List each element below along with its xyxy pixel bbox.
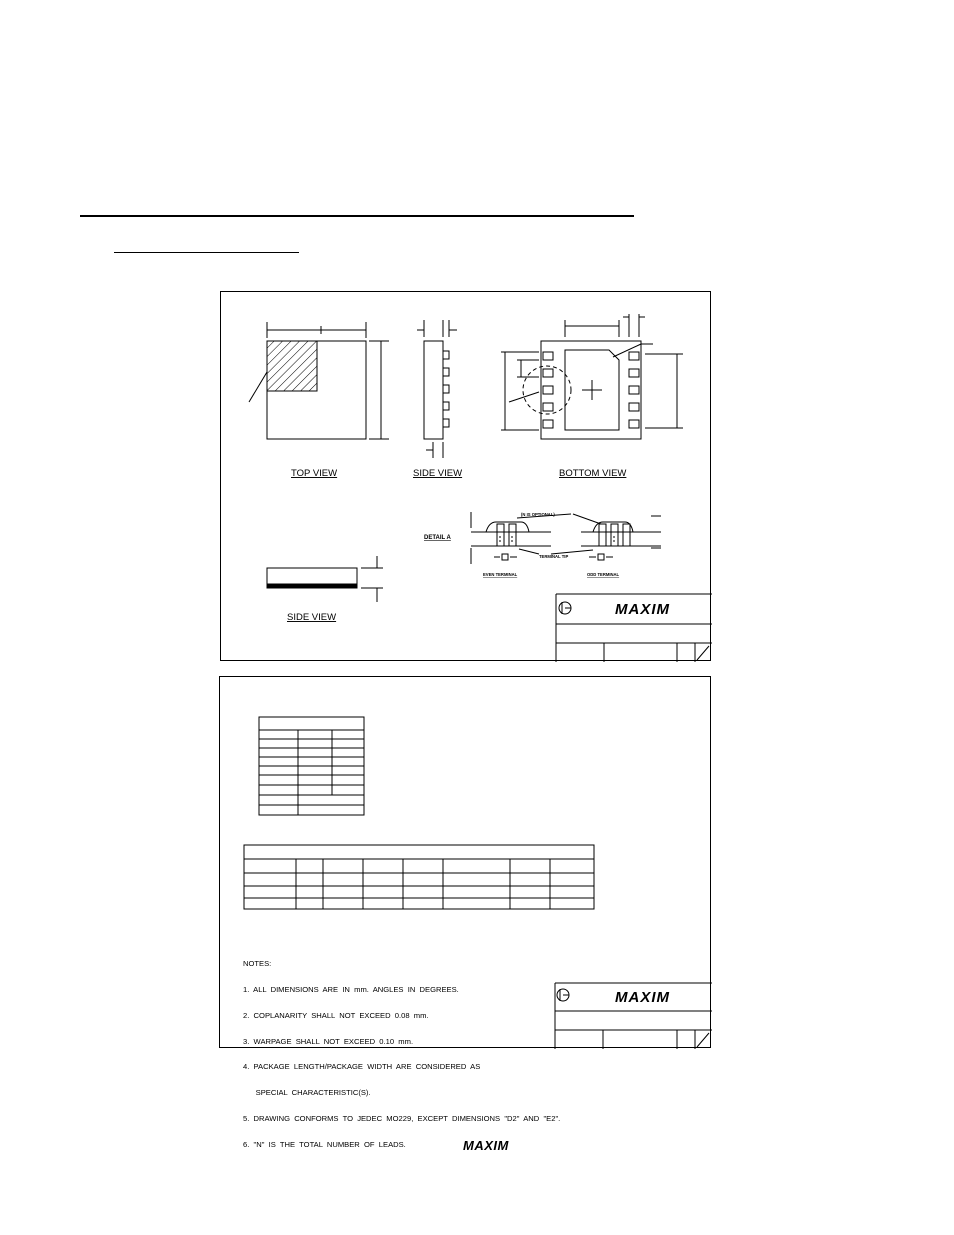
subheader-rule	[114, 252, 299, 253]
notes-block	[243, 943, 560, 1166]
header-rule	[80, 215, 634, 217]
dimension-table-large	[244, 845, 594, 909]
side-view-top-figure	[417, 320, 457, 458]
terminal-tip-callout: TERMINAL TIP	[539, 554, 569, 559]
side-view-bottom-figure	[267, 556, 383, 602]
even-terminal-label: EVEN TERMINAL	[483, 572, 518, 577]
maxim-logo	[615, 601, 670, 618]
odd-terminal-label: ODD TERMINAL	[587, 572, 620, 577]
bottom-view-figure	[501, 314, 683, 439]
side-view-label: SIDE VIEW	[413, 468, 463, 479]
dimension-table-small	[259, 717, 364, 815]
side-view-lower-label: SIDE VIEW	[287, 612, 337, 623]
optional-callout: (N IS OPTIONAL)	[521, 512, 555, 517]
note-4-cont: SPECIAL CHARACTERISTIC(S).	[243, 1088, 371, 1098]
top-view-label: TOP VIEW	[291, 468, 338, 479]
footer-logo-text: MAXIM	[463, 1138, 509, 1152]
note-4: 4. PACKAGE LENGTH/PACKAGE WIDTH ARE CONSIDERED AS	[243, 1062, 481, 1072]
maxim-logo-text-2: MAXIM	[615, 989, 670, 1006]
notes-heading: NOTES:	[243, 959, 272, 969]
drawing-sheet-tables	[219, 676, 711, 1149]
detail-a-label: DETAIL A	[424, 535, 451, 541]
note-5: 5. DRAWING CONFORMS TO JEDEC MO229, EXCEPT DIMENSIONS "D2" AND "E2".	[243, 1113, 561, 1123]
note-2: 2. COPLANARITY SHALL NOT EXCEED 0.08 mm.	[243, 1010, 429, 1020]
maxim-logo-text: MAXIM	[615, 601, 670, 618]
drawing-sheet-views	[220, 291, 711, 661]
note-1: 1. ALL DIMENSIONS ARE IN mm. ANGLES IN DEGREES.	[243, 984, 459, 994]
footer-maxim-logo	[463, 1138, 523, 1152]
note-6: 6. "N" IS THE TOTAL NUMBER OF LEADS.	[243, 1139, 406, 1149]
bottom-view-label: BOTTOM VIEW	[559, 468, 627, 479]
package-outline-drawing	[221, 292, 712, 662]
top-view-figure	[249, 322, 389, 439]
note-3: 3. WARPAGE SHALL NOT EXCEED 0.10 mm.	[243, 1036, 414, 1046]
